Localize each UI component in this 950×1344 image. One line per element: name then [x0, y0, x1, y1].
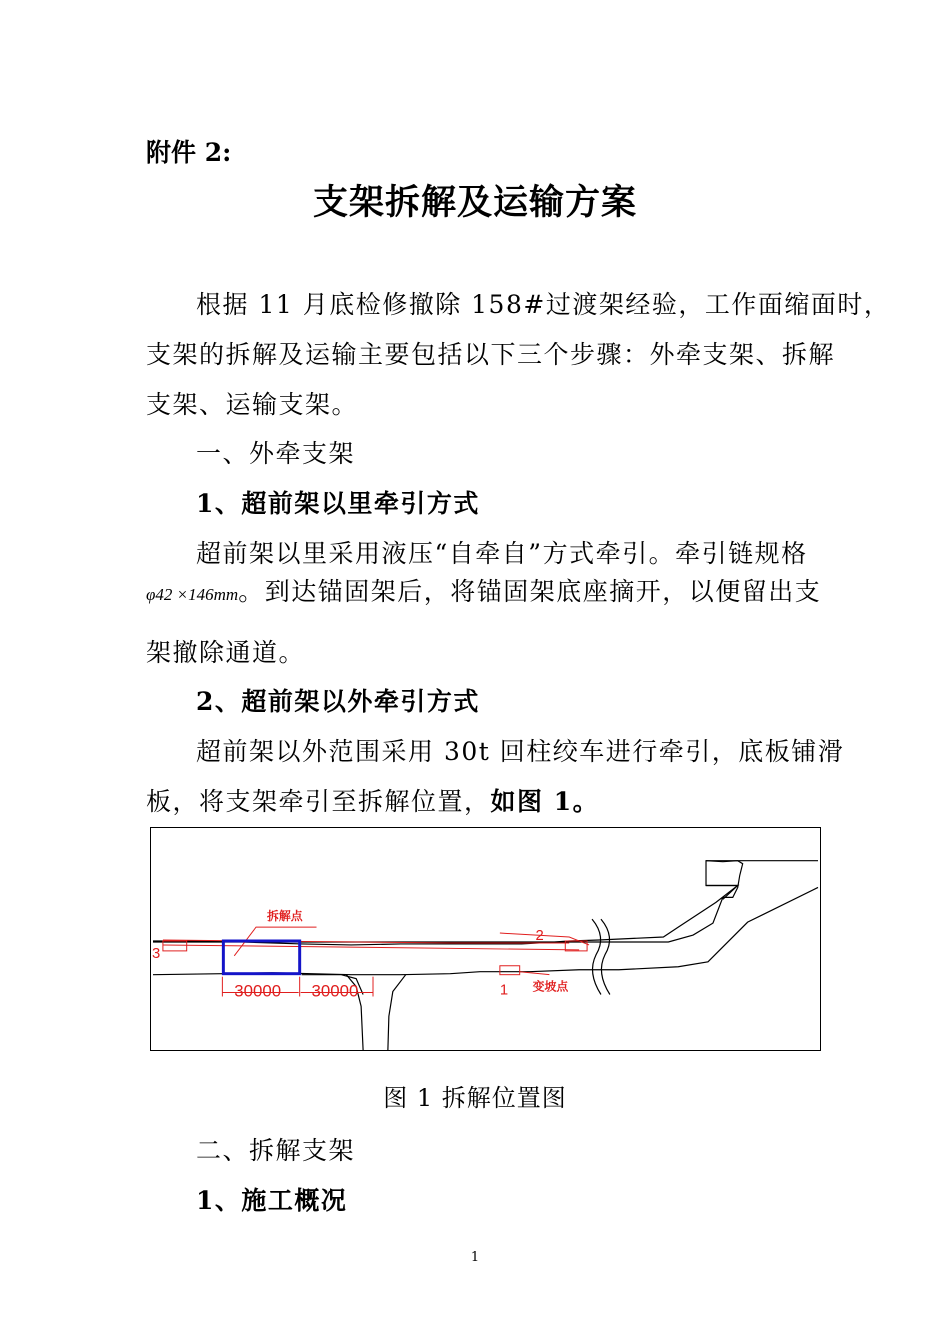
- section-2-heading: 二、拆解支架: [196, 1136, 356, 1165]
- sub-2-line-1: 超前架以外范围采用 30t 回柱绞车进行牵引，底板铺滑: [196, 737, 845, 766]
- break-line-1: [592, 919, 601, 994]
- figure-drawing: [151, 828, 820, 1050]
- figure-caption: 图 1 拆解位置图: [383, 1084, 567, 1112]
- figure-reference: 如图 1。: [490, 787, 600, 816]
- dismantle-position-figure: [150, 827, 821, 1051]
- marker-2-label: 2: [535, 927, 544, 944]
- branch-right-lower: [388, 975, 406, 1050]
- dim-right-label: 30000: [311, 981, 359, 1001]
- intro-line-2: 支架的拆解及运输主要包括以下三个步骤：外牵支架、拆解: [146, 340, 836, 369]
- page-number: 1: [470, 1250, 480, 1265]
- dim-left-label: 30000: [234, 981, 282, 1001]
- sub-2-line-2: [146, 782, 599, 818]
- section-1-heading: 一、外牵支架: [196, 439, 356, 468]
- intro-line-3: 支架、运输支架。: [146, 390, 359, 419]
- section-2-sub-1-heading: 1、施工概况: [196, 1186, 348, 1215]
- attachment-label: 附件 2:: [146, 138, 232, 167]
- slope-change-label: 变坡点: [532, 979, 569, 994]
- section-1-sub-1-heading: 1、超前架以里牵引方式: [196, 489, 480, 518]
- chain-spec-formula: φ42 ×146mm: [146, 585, 239, 604]
- break-line-2: [601, 919, 610, 994]
- slope-leader: [520, 972, 550, 975]
- roadway-upper-wall: [153, 861, 743, 945]
- marker-1-label: 1: [499, 982, 509, 999]
- document-title: 支架拆解及运输方案: [312, 182, 637, 223]
- marker-3-label: 3: [152, 945, 161, 962]
- sub-1-line-2: [146, 572, 821, 608]
- red-guide-line-2: [163, 945, 579, 950]
- sub-2-line-2-text: 板，将支架牵引至拆解位置，: [146, 787, 491, 816]
- sub-1-line-1: 超前架以里采用液压“自牵自”方式牵引。牵引链规格: [196, 539, 808, 568]
- marker-1-frame: [500, 966, 520, 975]
- section-1-sub-2-heading: 2、超前架以外牵引方式: [196, 687, 480, 716]
- sub-1-line-3: 架撤除通道。: [146, 638, 306, 667]
- intro-line-1: 根据 11 月底检修撤除 158#过渡架经验，工作面缩面时，: [196, 290, 891, 319]
- dismantle-point-label: 拆解点: [266, 909, 303, 924]
- sub-1-line-2-text: 。到达锚固架后，将锚固架底座摘开，以便留出支: [238, 577, 822, 606]
